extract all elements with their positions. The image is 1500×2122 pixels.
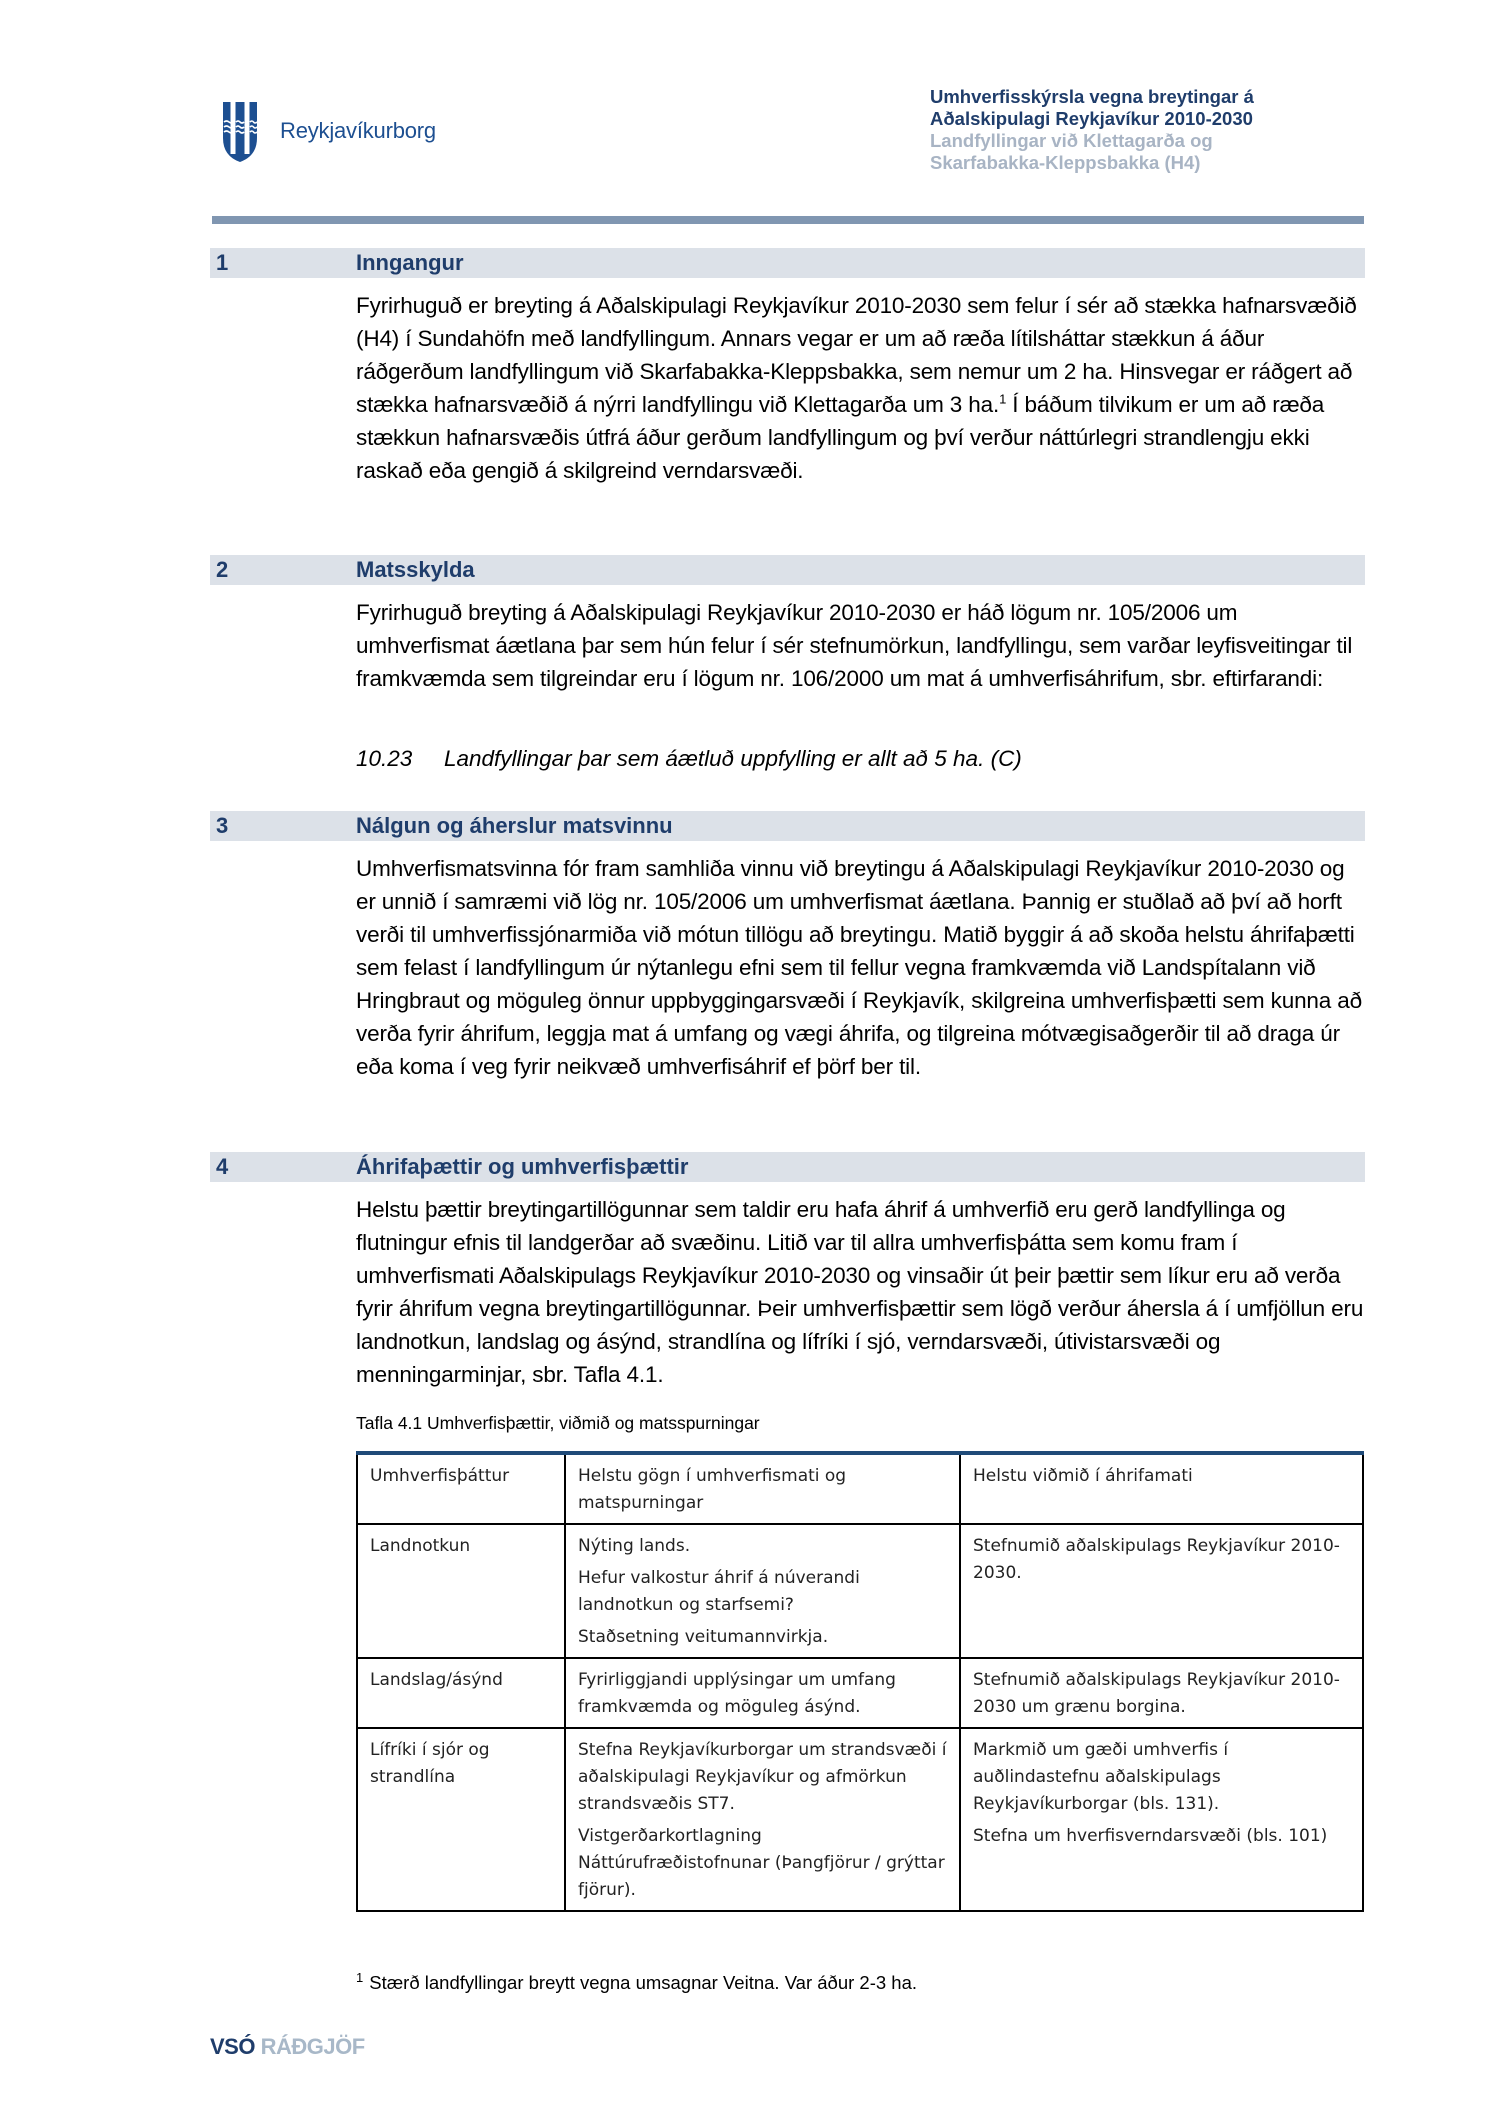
footnote-reference[interactable]: 1 [999,391,1007,407]
criteria-item: Markmið um gæði umhverfis í auðlindastefnu aðalskipulags Reykjavíkurborgar (bls. 131). [973,1740,1229,1814]
criteria-cell [960,1728,1363,1911]
factor-cell: Landnotkun [357,1524,565,1658]
footnote-text: Stærð landfyllingar breytt vegna umsagnar Veitna. Var áður 2-3 ha. [369,1972,918,1993]
criteria-cell [960,1658,1363,1728]
section-heading-3 [210,811,1365,841]
factor-cell: Landslag/ásýnd [357,1658,565,1728]
data-item: Vistgerðarkortlagning Náttúrufræðistofnunar (Þangfjörur / grýttar fjörur). [578,1826,945,1900]
brand-secondary: RÁÐGJÖF [260,2034,365,2059]
section-4-body: Helstu þættir breytingartillögunnar sem taldir eru hafa áhrif á umhverfið eru gerð landfyllinga og flutningur efnis til landgerðar að svæðinu. Litið var til allra umhverfisþátta sem komu fram í umhverfismati Aðalskipulags Reykjavíkur 2010-2030 og vinsaðir út þeir þættir sem líkur eru að verða fyrir áhrifum vegna breytingartillögunnar. Þeir umhverfisþættir sem lögð verður áhersla á í umfjöllun eru landnotkun, landslag og ásýnd, strandlína og lífríki í sjó, verndarsvæði, útivistarsvæði og menningarminjar, sbr. Tafla 4.1. [356,1197,1364,1387]
section-number: 2 [216,557,229,582]
table-row [357,1524,1363,1658]
data-cell [565,1658,960,1728]
header-cell: Helstu viðmið í áhrifamati [960,1453,1363,1524]
doc-title-line-2: Aðalskipulagi Reykjavíkur 2010-2030 [930,108,1253,129]
doc-subtitle-line-1: Landfyllingar við Klettagarða og [930,130,1213,151]
criteria-item: Stefnumið aðalskipulags Reykjavíkur 2010-2030 um grænu borgina. [973,1670,1340,1717]
factor-cell: Lífríki í sjór og strandlína [357,1728,565,1911]
section-2-body: Fyrirhuguð breyting á Aðalskipulagi Reykjavíkur 2010-2030 er háð lögum nr. 105/2006 um umhverfismat áætlana þar sem hún felur í sér stefnumörkun, landfyllingu, sem varðar leyfisveitingar til framkvæmda sem tilgreindar eru í lögum nr. 106/2000 um mat á umhverfisáhrifum, sbr. eftirfarandi: [356,600,1353,691]
section-heading-1 [210,248,1365,278]
legal-quote [356,746,1022,772]
brand-primary: VSÓ [210,2034,255,2059]
table-caption: Tafla 4.1 Umhverfisþættir, viðmið og matsspurningar [356,1413,760,1433]
criteria-item: Stefna um hverfisverndarsvæði (bls. 101) [973,1826,1328,1846]
section-heading-2 [210,555,1365,585]
table-row [357,1658,1363,1728]
vso-radgjof-logo [210,2034,365,2060]
quote-text: Landfyllingar þar sem áætluð uppfylling er allt að 5 ha. (C) [444,746,1022,771]
reykjavik-crest-icon [222,100,258,164]
criteria-item: Stefnumið aðalskipulags Reykjavíkur 2010-2030. [973,1536,1340,1583]
section-number: 1 [216,250,229,275]
section-heading-4 [210,1152,1365,1182]
data-item: Hefur valkostur áhrif á núverandi landnotkun og starfsemi? [578,1568,860,1615]
table-row [357,1728,1363,1911]
section-title: Nálgun og áherslur matsvinnu [356,813,673,838]
data-cell [565,1524,960,1658]
section-3-body: Umhverfismatsvinna fór fram samhliða vinnu við breytingu á Aðalskipulagi Reykjavíkur 2010-2030 og er unnið í samræmi við lög nr. 105/2006 um umhverfismat áætlana. Þannig er stuðlað að því að horft verði til umhverfissjónarmiða við mótun tillögu að breytingu. Matið byggir á að skoða helstu áhrifaþætti sem felast í landfyllingum úr nýtanlegu efni sem til fellur vegna framkvæmda við Landspítalann við Hringbraut og möguleg önnur uppbyggingarsvæði í Reykjavík, skilgreina umhverfisþætti sem kunna að verða fyrir áhrifum, leggja mat á umfang og vægi áhrifa, og tilgreina mótvægisaðgerðir til að draga úr eða koma í veg fyrir neikvæð umhverfisáhrif ef þörf ber til. [356,856,1362,1079]
body-text: Fyrirhuguð er breyting á Aðalskipulagi Reykjavíkur 2010-2030 sem felur í sér að stækka hafnarsvæðið (H4) í Sundahöfn með landfyllingum. Annars vegar er um að ræða lítilsháttar stækkun á áður ráðgerðum landfyllingum við Skarfabakka-Kleppsbakka, sem nemur um 2 ha. Hinsvegar er ráðgert að stækka hafnarsvæðið á nýrri landfyllingu við Klettagarða um 3 ha. [356,293,1357,417]
criteria-cell [960,1524,1363,1658]
quote-number: 10.23 [356,746,413,771]
data-item: Staðsetning veitumannvirkja. [578,1627,829,1647]
header-cell: Umhverfisþáttur [357,1453,565,1524]
data-item: Stefna Reykjavíkurborgar um strandsvæði í aðalskipulagi Reykjavíkur og afmörkun strandsvæðis ST7. [578,1740,947,1814]
section-title: Inngangur [356,250,464,275]
data-item: Fyrirliggjandi upplýsingar um umfang framkvæmda og möguleg ásýnd. [578,1670,896,1717]
logo-text: Reykjavíkurborg [280,118,436,143]
header-cell: Helstu gögn í umhverfismati og matspurningar [565,1453,960,1524]
section-title: Áhrifaþættir og umhverfisþættir [356,1154,689,1179]
data-cell [565,1728,960,1911]
footnote [356,1969,918,1994]
environmental-factors-table [356,1451,1364,1912]
document-title [930,86,1254,174]
section-number: 4 [216,1154,229,1179]
section-1-body [356,289,1366,487]
section-title: Matsskylda [356,557,475,582]
table-header-row [357,1453,1363,1524]
doc-subtitle-line-2: Skarfabakka-Kleppsbakka (H4) [930,152,1201,173]
doc-title-line-1: Umhverfisskýrsla vegna breytingar á [930,86,1254,107]
footnote-marker: 1 [356,1969,364,1985]
section-number: 3 [216,813,229,838]
header-divider [212,216,1364,224]
body-text-continued: Í báðum tilvikum er um að ræða stækkun hafnarsvæðis útfrá áður gerðum landfyllingum og því verður náttúrlegri strandlengju ekki raskað eða gengið á skilgreind verndarsvæði. [356,392,1325,483]
data-item: Nýting lands. [578,1536,691,1556]
reykjavikurborg-logo [222,100,436,164]
